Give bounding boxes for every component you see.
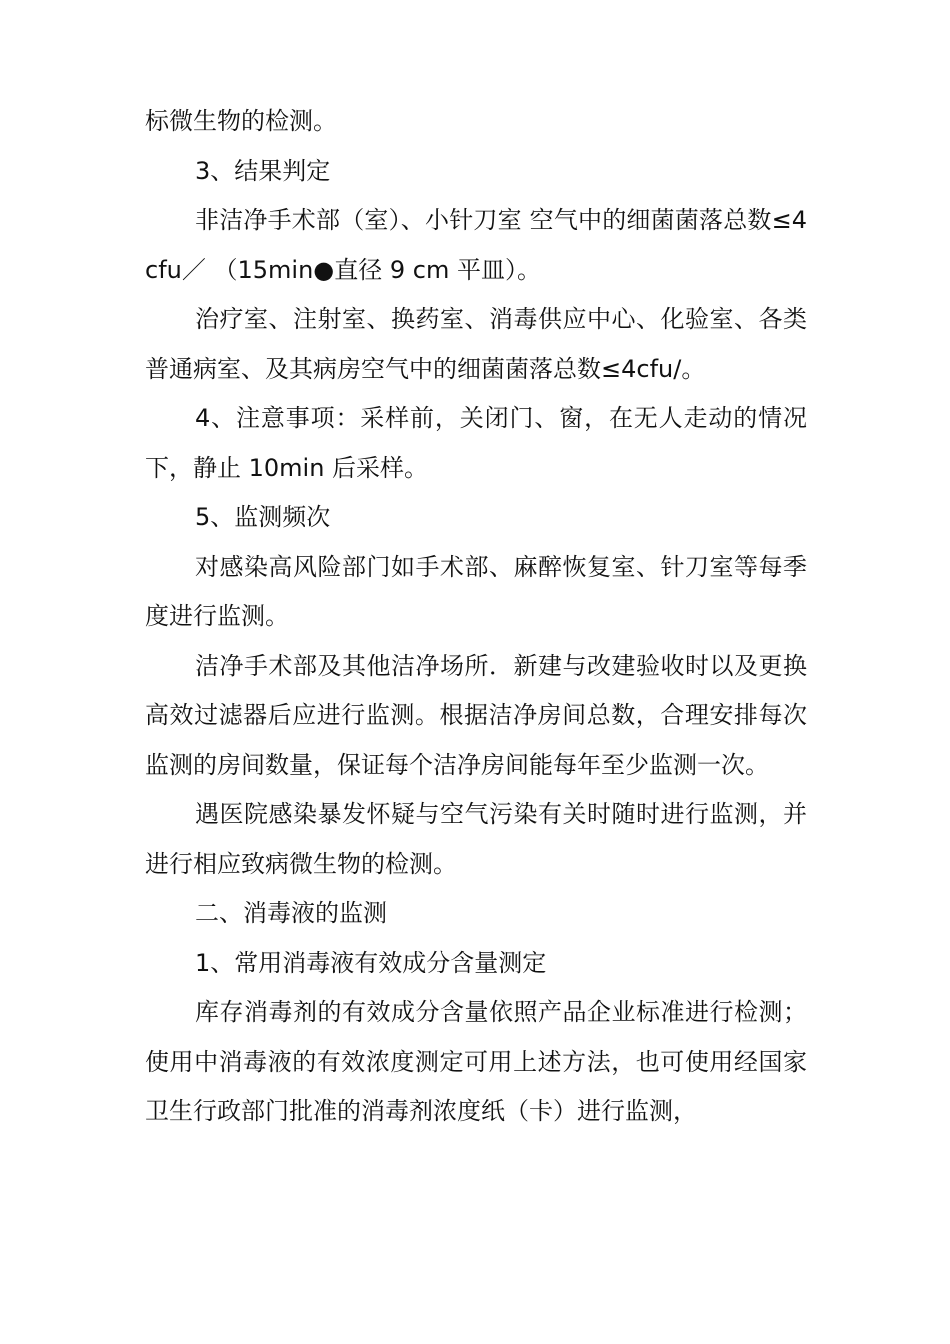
heading-disinfectant-monitoring: 二、消毒液的监测: [195, 899, 387, 927]
paragraph-non-clean-room-standard: 非洁净手术部（室）、小针刀室 空气中的细菌菌落总数≤4 cfu／ （15min●直径 9 cm 平皿）。: [145, 206, 807, 284]
paragraph-outbreak-monitoring: 遇医院感染暴发怀疑与空气污染有关时随时进行监测，并进行相应致病微生物的检测。: [145, 800, 807, 878]
document-body: [145, 97, 807, 1137]
paragraph-precautions: 4、注意事项：采样前，关闭门、窗，在无人走动的情况下，静止 10min 后采样。: [145, 404, 807, 482]
paragraph-treatment-room-standard: 治疗室、注射室、换药室、消毒供应中心、化验室、各类普通病室、及其病房空气中的细菌菌落总数≤4cfu/。: [145, 305, 807, 383]
paragraph-clean-operating-room: 洁净手术部及其他洁净场所．新建与改建验收时以及更换高效过滤器后应进行监测。根据洁净房间总数，合理安排每次监测的房间数量，保证每个洁净房间能每年至少监测一次。: [145, 651, 807, 779]
heading-result-judgement: 3、结果判定: [195, 156, 331, 185]
paragraph-continuation: 标微生物的检测。: [145, 107, 337, 135]
paragraph-high-risk-departments: 对感染高风险部门如手术部、麻醉恢复室、针刀室等每季度进行监测。: [145, 552, 807, 630]
paragraph-disinfectant-testing-method: 库存消毒剂的有效成分含量依照产品企业标准进行检测；使用中消毒液的有效浓度测定可用上述方法，也可使用经国家卫生行政部门批准的消毒剂浓度纸（卡）进行监测，: [145, 998, 807, 1125]
heading-disinfectant-content-test: 1、常用消毒液有效成分含量测定: [195, 948, 547, 977]
heading-monitoring-frequency: 5、监测频次: [195, 503, 331, 531]
